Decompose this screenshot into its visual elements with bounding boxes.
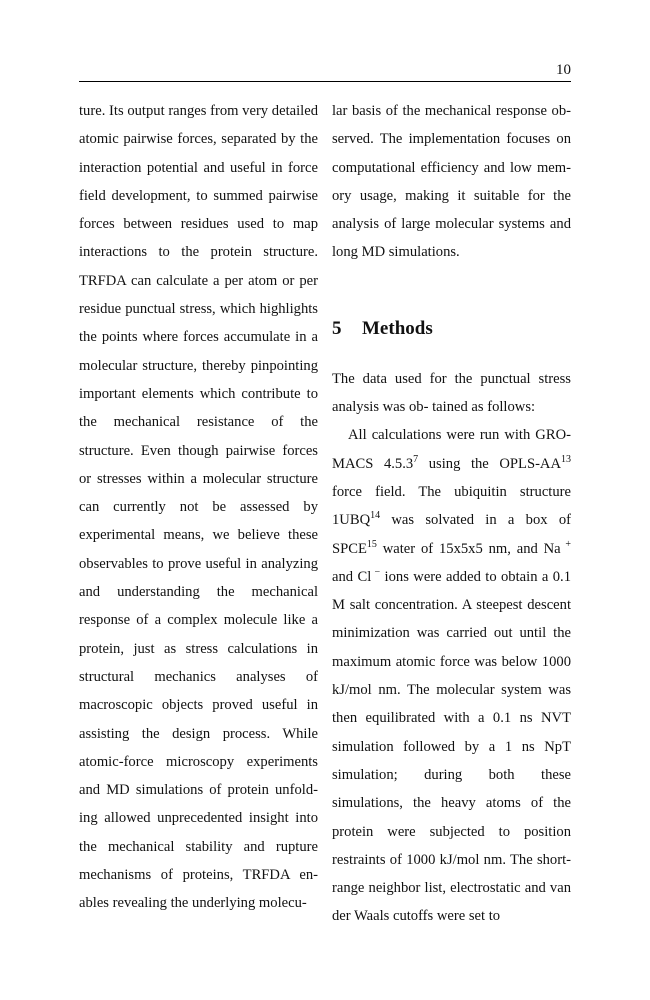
text-run: force field. The ubiquitin structure 1UBQ (332, 483, 571, 529)
header-rule (79, 81, 571, 82)
body-paragraph: The data used for the punctual stress analysis was ob- tained as follows: (332, 370, 571, 416)
text-run: using the OPLS-AA (418, 455, 562, 472)
left-column (79, 97, 318, 918)
spacer (332, 341, 571, 365)
text-run: ions were added to obtain a 0.1 M salt concentration. A steepest descent minimization was carried out until the maximum atomic force was below 1000 kJ/mol nm. The molecular system was then equilibrated with a 0.1 ns NVT simulation followed by a 1 ns NpT simulation; during both these simulations, the heavy atoms of the protein were subjected to position restraints of 1000 kJ/mol nm. The short-range neighbor list, electrostatic and van der Waals cutoffs were set to (332, 568, 571, 925)
spacer (332, 267, 571, 317)
text-run: All calculations were run with GROMACS 4.5.3 (332, 427, 571, 472)
citation: 14 (370, 510, 381, 522)
citation: 13 (561, 453, 572, 465)
citation: 15 (366, 538, 377, 550)
citation: 7 (413, 453, 419, 465)
ion-charge: − (371, 566, 381, 578)
body-paragraph (332, 421, 571, 930)
section-number: 5 (332, 317, 342, 339)
body-paragraph: ture. Its output ranges from very detailed atomic pairwise forces, separated by the interaction potential and useful in force field development, to summed pairwise forces between residues used to map interactions to the protein structure. TRFDA can calculate a per atom or per residue punctual stress, which highlights the points where forces accumulate in a molecular structure, thereby pinpointing important elements which contribute to the mechanical resistance of the structure. Even though pairwise forces or stresses within a molecular structure can currently not be assessed by experimental means, we believe these observables to prove useful in analyzing and understanding the mechanical response of a complex molecule like a protein, just as stress calculations in structural mechanics analyses of macroscopic objects proved useful in assisting the design process. While atomic-force microscopy experiments and MD simulations of protein unfolding allowed unprecedented insight into the mechanical stability and rupture mechanisms of proteins, TRFDA enables revealing the underlying molecu- (79, 103, 318, 912)
section-heading (332, 317, 571, 341)
section-title: Methods (362, 317, 433, 339)
body-paragraph: lar basis of the mechanical response observed. The implementation focuses on computational efficiency and low memory usage, making it suitable for the analysis of large molecular systems and long MD simulations. (332, 103, 571, 261)
ion-charge: + (560, 538, 572, 550)
text-run: was solvated in a box of SPCE (332, 512, 571, 557)
right-column (332, 97, 571, 931)
page-number: 10 (556, 62, 571, 78)
text-run: and Cl (332, 568, 372, 585)
text-run: water of 15x5x5 nm, and Na (376, 540, 561, 557)
